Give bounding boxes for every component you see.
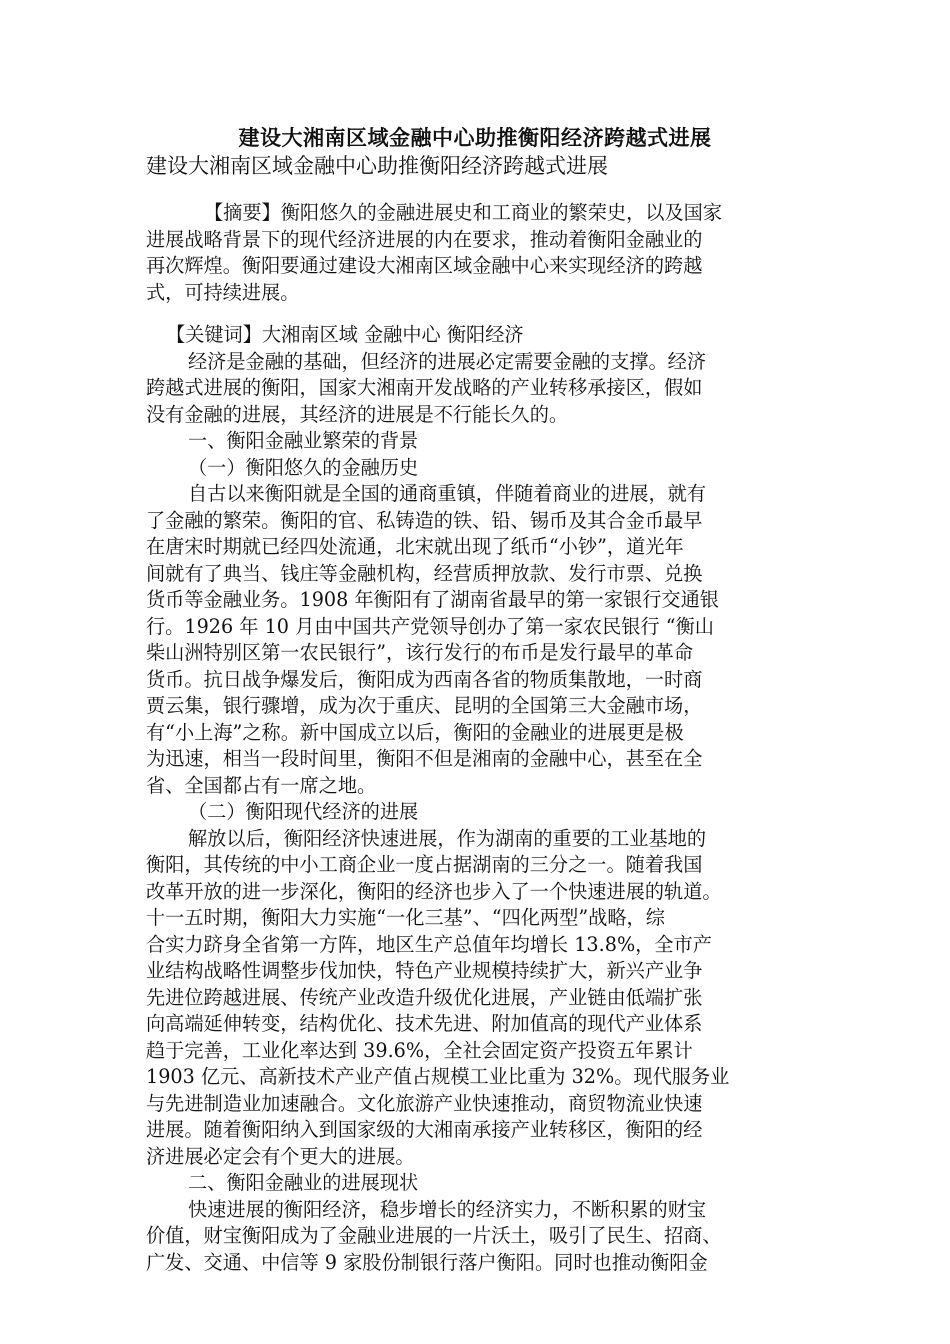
paragraph-line: 十一五时期，衡阳大力实施“一化三基”、“四化两型”战略，综 <box>146 906 665 929</box>
section-heading: 一、衡阳金融业繁荣的背景 <box>188 429 419 452</box>
paragraph-line: 价值，财宝衡阳成为了金融业进展的一片沃土，吸引了民生、招商、 <box>146 1224 722 1247</box>
paragraph-line: 进展。随着衡阳纳入到国家级的大湘南承接产业转移区，衡阳的经 <box>146 1118 703 1141</box>
document-title: 建设大湘南区域金融中心助推衡阳经济跨越式进展 <box>238 125 712 150</box>
paragraph-line: 济进展必定会有个更大的进展。 <box>146 1144 415 1168</box>
paragraph-line: 解放以后，衡阳经济快速进展，作为湖南的重要的工业基地的 <box>188 826 707 850</box>
paragraph-line: 趋于完善，工业化率达到 39.6%，全社会固定资产投资五年累计 <box>146 1038 693 1062</box>
keywords-line: 【关键词】大湘南区域 金融中心 衡阳经济 <box>166 323 524 346</box>
paragraph-line: 与先进制造业加速融合。文化旅游产业快速推动，商贸物流业快速 <box>146 1091 703 1115</box>
paragraph-line: 间就有了典当、钱庄等金融机构，经营质押放款、发行市票、兑换 <box>146 561 703 585</box>
paragraph-line: 向高端延伸转变，结构优化、技术先进、附加值高的现代产业体系 <box>146 1012 703 1035</box>
abstract-line: 进展战略背景下的现代经济进展的内在要求，推动着衡阳金融业的 <box>146 227 703 251</box>
abstract-paragraph <box>146 200 812 306</box>
paragraph-line: 1903 亿元、高新技术产业产值占规模工业比重为 32%。现代服务业 <box>146 1065 730 1088</box>
intro-line: 跨越式进展的衡阳，国家大湘南开发战略的产业转移承接区，假如 <box>146 376 703 399</box>
document-subtitle: 建设大湘南区域金融中心助推衡阳经济跨越式进展 <box>146 154 608 178</box>
paragraph-line: 贾云集，银行骤增，成为次于重庆、昆明的全国第三大金融市场， <box>146 694 703 717</box>
paragraph-line: 行。1926 年 10 月由中国共产党领导创办了第一家农民银行 “衡山 <box>146 614 714 638</box>
abstract-line: 【摘要】衡阳悠久的金融进展史和工商业的繁荣史，以及国家 <box>204 201 723 224</box>
paragraph-line: 了金融的繁荣。衡阳的官、私铸造的铁、铅、锡币及其合金币最早 <box>146 508 703 532</box>
paragraph-line: 衡阳，其传统的中小工商企业一度占据湖南的三分之一。随着我国 <box>146 853 703 876</box>
paragraph-line: 快速进展的衡阳经济，稳步增长的经济实力，不断积累的财宝 <box>188 1197 707 1221</box>
abstract-line: 式，可持续进展。 <box>146 280 300 304</box>
paragraph-line: 货币等金融业务。1908 年衡阳有了湖南省最早的第一家银行交通银 <box>146 588 719 611</box>
subsection-heading: （一）衡阳悠久的金融历史 <box>188 455 419 479</box>
intro-line: 经济是金融的基础，但经济的进展必定需要金融的支撑。经济 <box>188 349 707 373</box>
paragraph-line: 省、全国都占有一席之地。 <box>146 773 377 797</box>
body-text <box>146 322 812 1276</box>
section-heading: 二、衡阳金融业的进展现状 <box>188 1171 419 1194</box>
paragraph-line: 自古以来衡阳就是全国的通商重镇，伴随着商业的进展，就有 <box>188 482 707 505</box>
paragraph-line: 改革开放的进一步深化，衡阳的经济也步入了一个快速进展的轨道。 <box>146 879 722 903</box>
paragraph-line: 广发、交通、中信等 9 家股份制银行落户衡阳。同时也推动衡阳金 <box>146 1250 708 1274</box>
paragraph-line: 业结构战略性调整步伐加快，特色产业规模持续扩大，新兴产业争 <box>146 959 703 982</box>
paragraph-line: 为迅速，相当一段时间里，衡阳不但是湘南的金融中心，甚至在全 <box>146 747 703 770</box>
paragraph-line: 合实力跻身全省第一方阵，地区生产总值年均增长 13.8%，全市产 <box>146 932 712 956</box>
subsection-heading: （二）衡阳现代经济的进展 <box>188 800 419 823</box>
abstract-line: 再次辉煌。衡阳要通过建设大湘南区域金融中心来实现经济的跨越 <box>146 254 703 277</box>
paragraph-line: 先进位跨越进展、传统产业改造升级优化进展，产业链由低端扩张 <box>146 985 703 1009</box>
intro-line: 没有金融的进展，其经济的进展是不行能长久的。 <box>146 402 569 426</box>
paragraph-line: 货币。抗日战争爆发后，衡阳成为西南各省的物质集散地，一时商 <box>146 667 703 691</box>
paragraph-line: 柴山洲特别区第一农民银行”，该行发行的布币是发行最早的革命 <box>146 641 694 664</box>
paragraph-line: 有“小上海”之称。新中国成立以后，衡阳的金融业的进展更是极 <box>146 720 684 744</box>
paragraph-line: 在唐宋时期就已经四处流通，北宋就出现了纸币“小钞”，道光年 <box>146 535 684 558</box>
